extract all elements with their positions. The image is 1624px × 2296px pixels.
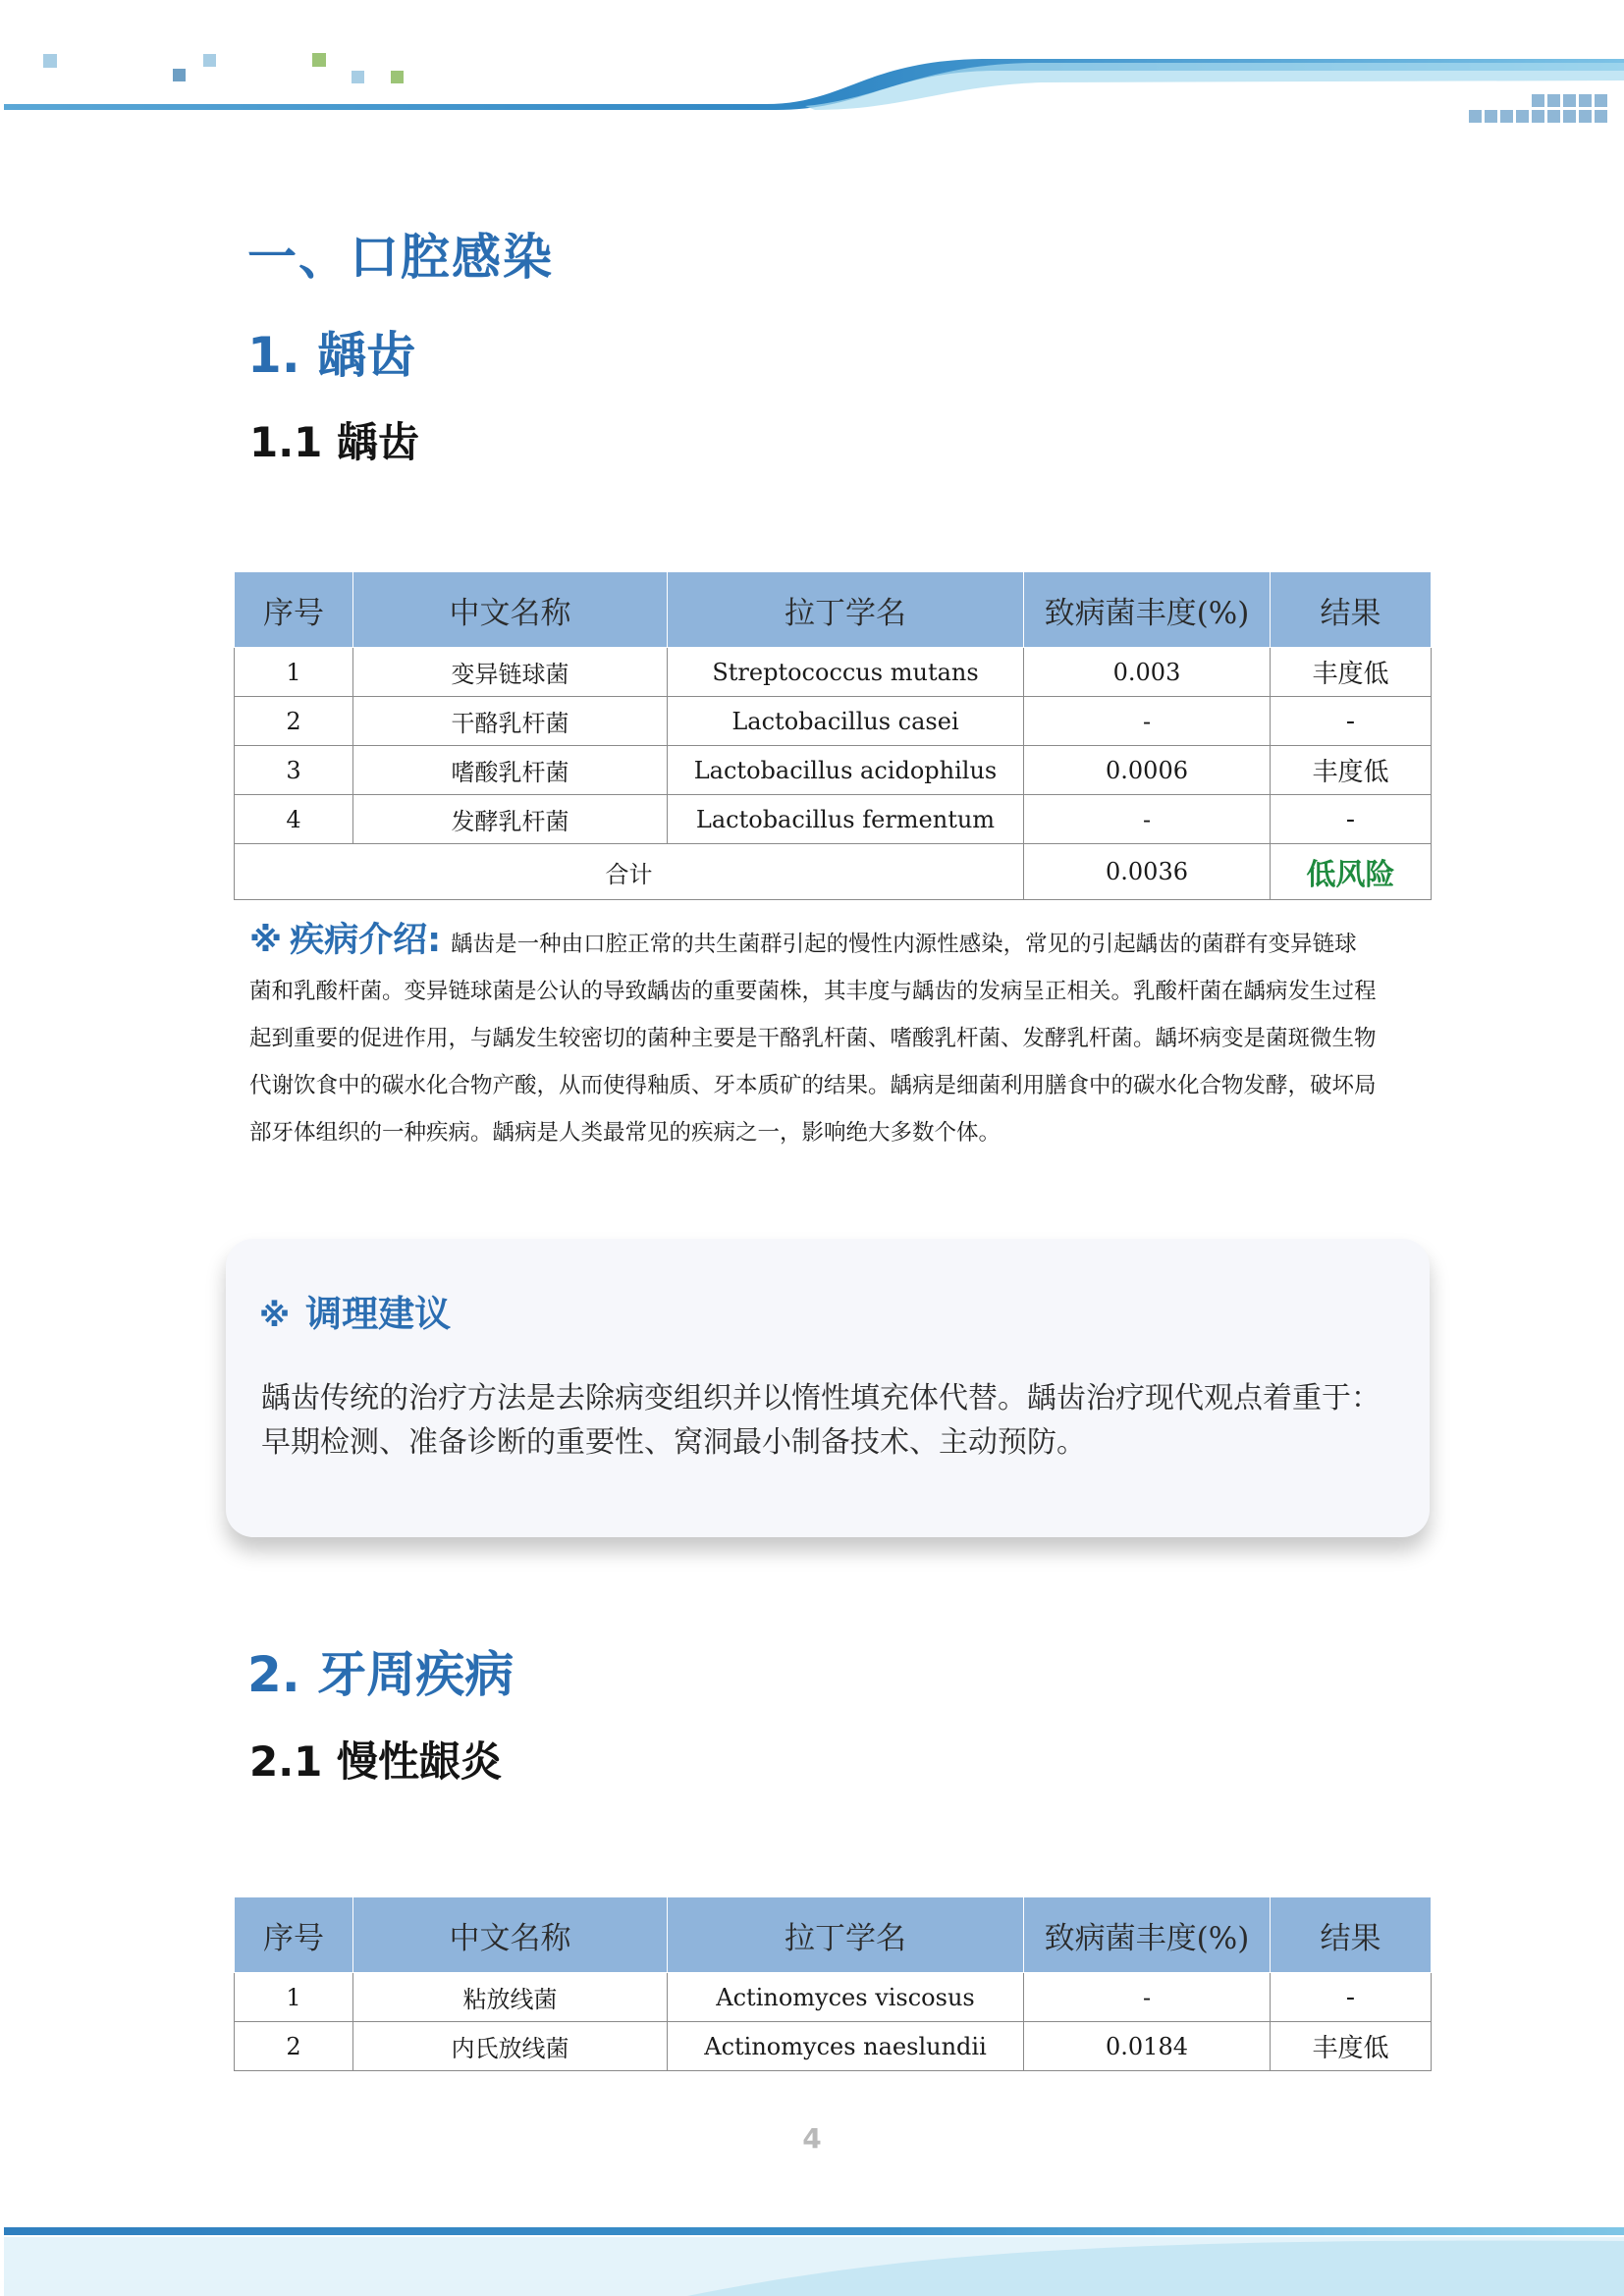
table-header-row	[235, 572, 1432, 648]
row-index: 2	[235, 697, 353, 746]
column-header: 致病菌丰度(%)	[1024, 572, 1271, 648]
latin-name: Actinomyces naeslundii	[668, 2022, 1024, 2071]
total-label: 合计	[235, 844, 1024, 900]
row-index: 4	[235, 795, 353, 844]
bacteria-table	[234, 571, 1432, 900]
disease-subtitle: 1.1 龋齿	[249, 418, 420, 466]
result: 丰度低	[1271, 2022, 1432, 2071]
row-index: 1	[235, 1973, 353, 2022]
disease-category-title: 2. 牙周疾病	[247, 1646, 514, 1703]
column-header: 结果	[1271, 572, 1432, 648]
row-index: 3	[235, 746, 353, 795]
column-header: 中文名称	[353, 572, 668, 648]
latin-name: Lactobacillus acidophilus	[668, 746, 1024, 795]
bacteria-table	[234, 1896, 1432, 2071]
disease-subtitle: 2.1 慢性龈炎	[249, 1737, 503, 1786]
table-row	[235, 795, 1432, 844]
advice-title: 调理建议	[305, 1293, 452, 1335]
row-index: 1	[235, 648, 353, 697]
footer-wave-decoration	[0, 2227, 1624, 2296]
latin-name: Streptococcus mutans	[668, 648, 1024, 697]
result: -	[1271, 697, 1432, 746]
table-row	[235, 746, 1432, 795]
table-row	[235, 1973, 1432, 2022]
abundance: -	[1024, 1973, 1271, 2022]
column-header: 结果	[1271, 1897, 1432, 1973]
column-header: 拉丁学名	[668, 1897, 1024, 1973]
column-header: 拉丁学名	[668, 572, 1024, 648]
row-index: 2	[235, 2022, 353, 2071]
result: -	[1271, 795, 1432, 844]
table-row	[235, 2022, 1432, 2071]
result: -	[1271, 1973, 1432, 2022]
reference-mark-icon: ※	[249, 921, 283, 960]
abundance: -	[1024, 697, 1271, 746]
result: 丰度低	[1271, 746, 1432, 795]
latin-name: Lactobacillus casei	[668, 697, 1024, 746]
table-row	[235, 697, 1432, 746]
abundance: 0.0184	[1024, 2022, 1271, 2071]
column-header: 序号	[235, 572, 353, 648]
table-row	[235, 648, 1432, 697]
chinese-name: 干酪乳杆菌	[353, 697, 668, 746]
page-number: 4	[802, 2122, 822, 2155]
column-header: 致病菌丰度(%)	[1024, 1897, 1271, 1973]
total-row	[235, 844, 1432, 900]
disease-intro	[249, 917, 1379, 1156]
table-header-row	[235, 1897, 1432, 1973]
chinese-name: 嗜酸乳杆菌	[353, 746, 668, 795]
disease-intro-text: 龋齿是一种由口腔正常的共生菌群引起的慢性内源性感染，常见的引起龋齿的菌群有变异链球菌和乳酸杆菌。变异链球菌是公认的导致龋齿的重要菌株，其丰度与龋齿的发病呈正相关。乳酸杆菌在龋病发生过程起到重要的促进作用，与龋发生较密切的菌种主要是干酪乳杆菌、嗜酸乳杆菌、发酵乳杆菌。龋坏病变是菌斑微生物代谢饮食中的碳水化合物产酸，从而使得釉质、牙本质矿的结果。龋病是细菌利用膳食中的碳水化合物发酵，破坏局部牙体组织的一种疾病。龋病是人类最常见的疾病之一，影响绝大多数个体。	[249, 932, 1377, 1146]
chinese-name: 变异链球菌	[353, 648, 668, 697]
column-header: 序号	[235, 1897, 353, 1973]
advice-heading	[259, 1284, 451, 1337]
chinese-name: 粘放线菌	[353, 1973, 668, 2022]
result: 丰度低	[1271, 648, 1432, 697]
reference-mark-icon: ※	[259, 1297, 291, 1334]
abundance: 0.003	[1024, 648, 1271, 697]
latin-name: Actinomyces viscosus	[668, 1973, 1024, 2022]
column-header: 中文名称	[353, 1897, 668, 1973]
header-wave-decoration	[0, 0, 1624, 137]
disease-intro-label: 疾病介绍:	[290, 921, 442, 960]
disease-category-title: 1. 龋齿	[247, 327, 416, 384]
total-abundance: 0.0036	[1024, 844, 1271, 900]
chinese-name: 内氏放线菌	[353, 2022, 668, 2071]
chinese-name: 发酵乳杆菌	[353, 795, 668, 844]
section-title: 一、口腔感染	[247, 229, 554, 286]
latin-name: Lactobacillus fermentum	[668, 795, 1024, 844]
advice-text: 龋齿传统的治疗方法是去除病变组织并以惰性填充体代替。龋齿治疗现代观点着重于：早期检测、准备诊断的重要性、窝洞最小制备技术、主动预防。	[261, 1381, 1380, 1460]
abundance: -	[1024, 795, 1271, 844]
risk-result: 低风险	[1271, 844, 1432, 900]
advice-card	[226, 1239, 1430, 1537]
abundance: 0.0006	[1024, 746, 1271, 795]
